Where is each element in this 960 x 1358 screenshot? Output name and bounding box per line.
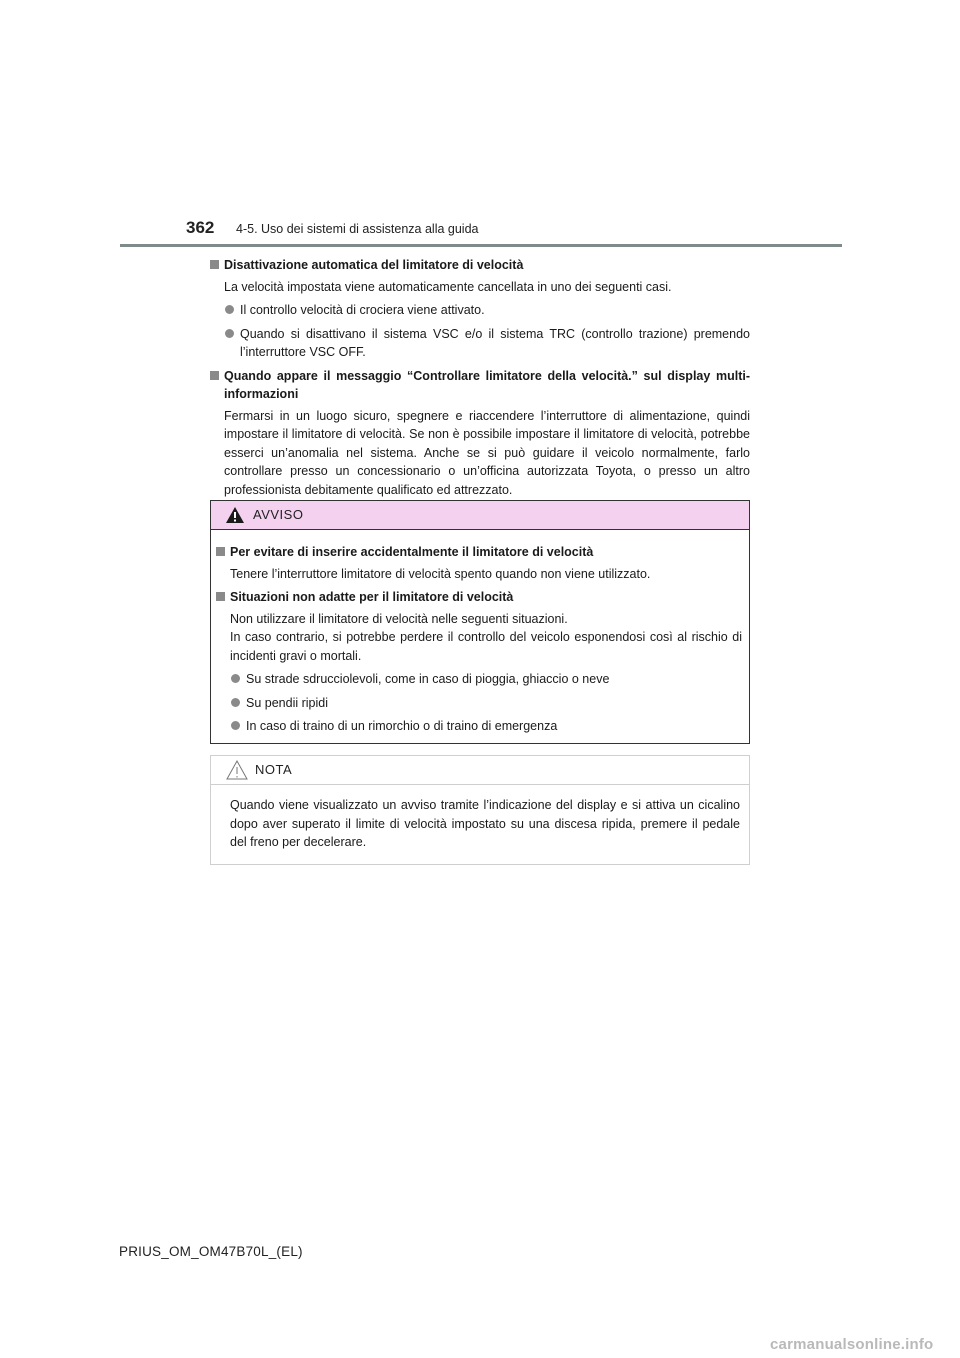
square-bullet-icon (216, 547, 225, 556)
warning-header (211, 501, 749, 530)
heading-text: Disattivazione automatica del limitatore di velocità (224, 258, 524, 272)
page-header (0, 0, 960, 250)
list-item-text: In caso di traino di un rimorchio o di traino di emergenza (246, 719, 558, 733)
warning-box (210, 500, 750, 744)
page-number: 362 (186, 218, 215, 237)
warning-text-situations: Non utilizzare il limitatore di velocità nelle seguenti situazioni. (230, 611, 568, 626)
warning-heading-situations (216, 588, 742, 607)
main-content (210, 256, 750, 504)
notice-title: NOTA (255, 762, 293, 777)
warning-heading-accidental (216, 543, 742, 562)
auto-deactivation-intro: La velocità impostata viene automaticamente cancellata in uno dei seguenti casi. (224, 279, 672, 294)
heading-text: Per evitare di inserire accidentalmente il limitatore di velocità (230, 545, 594, 559)
list-item-text: Su strade sdrucciolevoli, come in caso di pioggia, ghiaccio o neve (246, 672, 610, 686)
round-bullet-icon (231, 698, 240, 707)
list-item-text: Il controllo velocità di crociera viene attivato. (240, 303, 485, 317)
heading-text: Situazioni non adatte per il limitatore di velocità (230, 590, 514, 604)
warning-text-accidental: Tenere l’interruttore limitatore di velocità spento quando non viene utilizzato. (230, 566, 651, 581)
list-item-text: Quando si disattivano il sistema VSC e/o il sistema TRC (controllo trazione) premendo l’interruttore VSC OFF. (240, 326, 750, 359)
heading-text: Quando appare il messaggio “Controllare limitatore della velocità.” sul display multi-informazioni (224, 368, 750, 401)
section-title: 4-5. Uso dei sistemi di assistenza alla guida (236, 222, 479, 236)
list-item (216, 694, 742, 713)
round-bullet-icon (231, 721, 240, 730)
square-bullet-icon (216, 592, 225, 601)
list-item (216, 670, 742, 689)
warning-text-risk: In caso contrario, si potrebbe perdere il controllo del veicolo esponendosi così al rischio di incidenti gravi o mortali. (230, 630, 742, 663)
square-bullet-icon (210, 260, 219, 269)
notice-header (211, 756, 749, 785)
list-item (216, 717, 742, 736)
list-item-text: Su pendii ripidi (246, 695, 328, 710)
header-divider (120, 244, 842, 247)
watermark: carmanualsonline.info (770, 1336, 934, 1353)
square-bullet-icon (210, 371, 219, 380)
round-bullet-icon (231, 674, 240, 683)
message-heading (210, 367, 750, 404)
notice-box (210, 755, 750, 865)
message-text: Fermarsi in un luogo sicuro, spegnere e riaccendere l’interruttore di alimentazione, quindi impostare il limitatore di velocità. Se non è possibile impostare il limitatore di velocità, potrebbe esserci un’anomalia nel sistema. Anche se si può guidare il veicolo normalmente, farlo controllare presso un concessionario o un’officina autorizzata Toyota, o presso un altro professionista debitamente qualificato ed attrezzato. (224, 408, 750, 497)
document-code: PRIUS_OM_OM47B70L_(EL) (119, 1244, 303, 1259)
notice-text: Quando viene visualizzato un avviso tramite l’indicazione del display e si attiva un cicalino dopo aver superato il limite di velocità impostato su una discesa ripida, premere il pedale del freno per decelerare. (230, 798, 740, 849)
caution-outline-triangle-icon (226, 760, 248, 780)
list-item (210, 301, 750, 320)
auto-deactivation-heading (210, 256, 750, 275)
warning-triangle-icon (226, 507, 244, 523)
round-bullet-icon (225, 305, 234, 314)
warning-body (216, 543, 742, 741)
list-item (210, 325, 750, 362)
warning-title: AVVISO (253, 507, 304, 522)
round-bullet-icon (225, 329, 234, 338)
